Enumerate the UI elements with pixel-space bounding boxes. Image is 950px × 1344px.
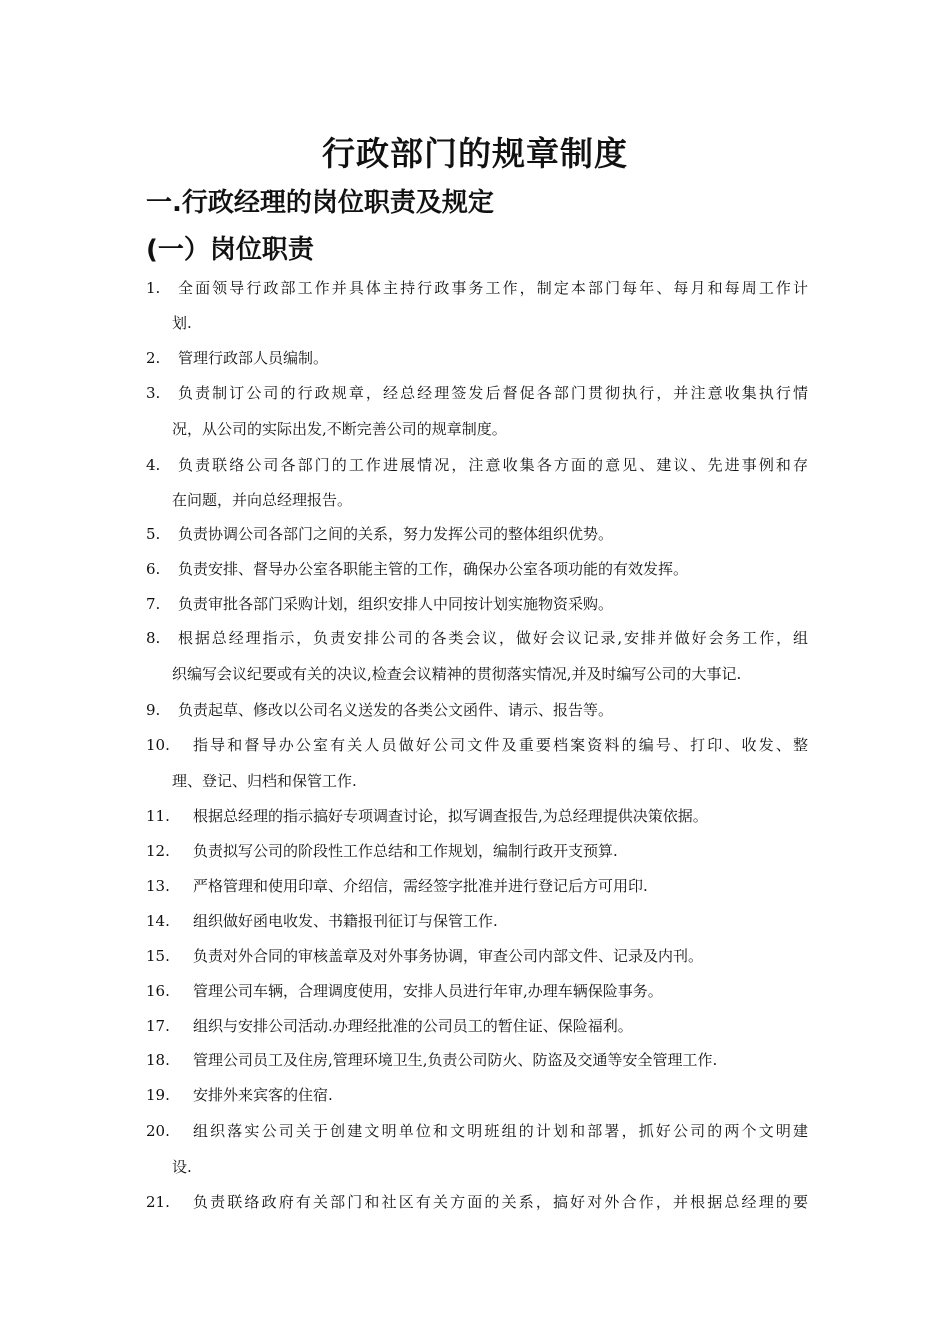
duty-number: 12.	[146, 842, 170, 860]
duty-text-continuation: 划.	[172, 314, 192, 332]
sub-heading: (一）岗位职责	[146, 235, 314, 265]
duty-number: 21.	[146, 1193, 170, 1211]
duty-number: 4.	[146, 456, 161, 474]
duty-number: 2.	[146, 349, 161, 367]
duty-text: 根据总经理的指示搞好专项调查讨论，拟写调查报告,为总经理提供决策依据。	[193, 807, 708, 825]
duty-number: 15.	[146, 947, 170, 965]
duty-text: 管理公司员工及住房,管理环境卫生,负责公司防火、防盗及交通等安全管理工作.	[193, 1051, 718, 1069]
duty-number: 3.	[146, 384, 161, 402]
section-heading: 一.行政经理的岗位职责及规定	[146, 188, 494, 218]
duty-text: 根据总经理指示，负责安排公司的各类会议，做好会议记录,安排并做好会务工作，组	[178, 629, 808, 647]
duty-number: 6.	[146, 560, 161, 578]
duty-number: 10.	[146, 736, 170, 754]
duty-text: 负责协调公司各部门之间的关系，努力发挥公司的整体组织优势。	[178, 525, 614, 543]
duty-number: 20.	[146, 1122, 170, 1140]
duty-number: 18.	[146, 1051, 170, 1069]
duty-number: 9.	[146, 701, 161, 719]
duty-text: 严格管理和使用印章、介绍信，需经签字批准并进行登记后方可用印.	[193, 877, 648, 895]
duty-text: 安排外来宾客的住宿.	[193, 1086, 333, 1104]
duty-number: 17.	[146, 1017, 170, 1035]
duty-number: 1.	[146, 279, 161, 297]
duty-text-continuation: 织编写会议纪要或有关的决议,检查会议精神的贯彻落实情况,并及时编写公司的大事记.	[172, 665, 742, 683]
document-title: 行政部门的规章制度	[322, 134, 628, 173]
duty-text: 组织与安排公司活动.办理经批准的公司员工的暂住证、保险福利。	[193, 1017, 633, 1035]
duty-number: 8.	[146, 629, 161, 647]
duty-text: 组织做好函电收发、书籍报刊征订与保管工作.	[193, 912, 498, 930]
duty-text: 负责安排、督导办公室各职能主管的工作，确保办公室各项功能的有效发挥。	[178, 560, 689, 578]
duty-text: 管理行政部人员编制。	[178, 349, 329, 367]
duty-number: 19.	[146, 1086, 170, 1104]
duty-text-continuation: 设.	[172, 1158, 192, 1176]
duty-text-continuation: 理、登记、归档和保管工作.	[172, 772, 357, 790]
duty-text: 全面领导行政部工作并具体主持行政事务工作，制定本部门每年、每月和每周工作计	[178, 279, 808, 297]
duty-number: 11.	[146, 807, 170, 825]
duty-number: 13.	[146, 877, 170, 895]
duty-text-continuation: 况，从公司的实际出发,不断完善公司的规章制度。	[172, 420, 507, 438]
duty-text: 指导和督导办公室有关人员做好公司文件及重要档案资料的编号、打印、收发、整	[193, 736, 808, 754]
duty-text: 管理公司车辆，合理调度使用，安排人员进行年审,办理车辆保险事务。	[193, 982, 663, 1000]
duty-text: 负责联络公司各部门的工作进展情况，注意收集各方面的意见、建议、先进事例和存	[178, 456, 808, 474]
duty-number: 7.	[146, 595, 161, 613]
duty-number: 5.	[146, 525, 161, 543]
duty-text: 负责拟写公司的阶段性工作总结和工作规划，编制行政开支预算.	[193, 842, 618, 860]
duty-text: 组织落实公司关于创建文明单位和文明班组的计划和部署，抓好公司的两个文明建	[193, 1122, 808, 1140]
duty-text: 负责起草、修改以公司名义送发的各类公文函件、请示、报告等。	[178, 701, 614, 719]
duty-text-continuation: 在问题，并向总经理报告。	[172, 491, 353, 509]
duty-number: 14.	[146, 912, 170, 930]
duty-text: 负责审批各部门采购计划，组织安排人中同按计划实施物资采购。	[178, 595, 614, 613]
duty-text: 负责对外合同的审核盖章及对外事务协调，审查公司内部文件、记录及内刊。	[193, 947, 704, 965]
duty-text: 负责联络政府有关部门和社区有关方面的关系，搞好对外合作，并根据总经理的要	[193, 1193, 808, 1211]
duty-number: 16.	[146, 982, 170, 1000]
duty-text: 负责制订公司的行政规章，经总经理签发后督促各部门贯彻执行，并注意收集执行情	[178, 384, 808, 402]
